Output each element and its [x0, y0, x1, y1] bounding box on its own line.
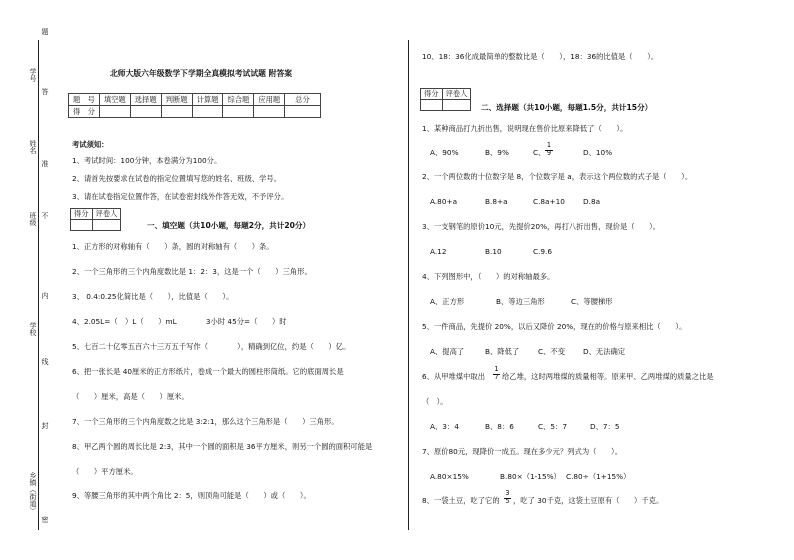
fill-question: 5、七百二十亿零五百六十三万五千写作（ ），精确到亿位，约是（ ）亿。 [72, 342, 351, 351]
section2-heading: 二、选择题（共10小题，每题1.5分，共计15分） [481, 103, 653, 112]
town-label: 乡镇（街道） [29, 472, 37, 514]
fraction-one-ninth [545, 142, 553, 157]
fraction-denominator: 5 [505, 497, 510, 506]
option-b: B、9% [485, 148, 509, 157]
fraction-denominator: 9 [546, 149, 552, 158]
class-label: 班级 [29, 212, 37, 226]
score-entry-cell[interactable] [192, 106, 223, 118]
choice-question: 2、一个两位数的十位数字是 8，个位数字是 a，表示这个两位数的式子是（ ）。 [422, 172, 693, 181]
option-d: D、10% [583, 148, 613, 157]
score-table-cell: 填空题 [99, 94, 130, 106]
option-c: C、 [533, 148, 546, 157]
score-table-cell: 题 号 [69, 94, 100, 106]
binding-mark-da: 答 [41, 88, 49, 95]
choice-question: 3、一支钢笔的原价10元，先提价20%，再打八折出售，现价是（ ）。 [422, 222, 661, 231]
fill-question: 6、把一张长是 40厘米的正方形纸片，卷成一个最大的圆柱形筒纸。它的底面周长是 [72, 367, 344, 376]
option-c: C.8a+10 [533, 197, 565, 206]
option-b: B.80×（1-15%） [500, 472, 561, 481]
grader-score-cell[interactable] [421, 100, 443, 111]
option-b: B、等边三角形 [496, 297, 545, 306]
option-d: D、无法确定 [583, 347, 626, 356]
fill-question: 1、正方形的对称轴有（ ）条，圆的对称轴有（ ）条。 [72, 242, 274, 251]
fraction-numerator: 1 [546, 141, 552, 149]
option-a: A.80×15% [430, 472, 469, 481]
score-entry-cell[interactable] [130, 106, 161, 118]
score-table-header-row [69, 94, 321, 106]
binding-mark-xian: 线 [41, 358, 49, 365]
option-d: D.8a [583, 197, 601, 206]
option-a: A.12 [430, 247, 447, 256]
score-table-cell: 计算题 [192, 94, 223, 106]
option-b: B、8：6 [485, 422, 514, 431]
grader-name-cell[interactable] [92, 220, 121, 231]
option-c: C、5：7 [538, 422, 567, 431]
option-c: C、等腰梯形 [571, 297, 613, 306]
score-table-cell: 判断题 [161, 94, 192, 106]
score-table-cell: 总分 [285, 94, 321, 106]
option-a: A、提高了 [430, 347, 465, 356]
fill-question: 7、一个三角形的三个内角度数之比是 3:2:1，那么这个三角形是（ ）三角形。 [72, 417, 339, 426]
option-d: D、7：5 [590, 422, 620, 431]
score-table [68, 93, 321, 118]
score-entry-cell[interactable] [285, 106, 321, 118]
grader-score-label: 得分 [71, 209, 93, 220]
fraction-bar [493, 374, 500, 375]
grader-score-label: 得分 [421, 89, 443, 100]
binding-mark-mi: 密 [41, 516, 49, 523]
fraction-three-fifths [504, 490, 511, 505]
notice-item: 3、请在试卷指定位置作答，在试卷密封线外作答无效，不予评分。 [72, 192, 289, 201]
grader-table [70, 208, 121, 231]
score-table-cell: 选择题 [130, 94, 161, 106]
choice-question: 5、一件商品，先提价 20%，以后又降价 20%，现在的价格与原来相比（ ）。 [422, 322, 687, 331]
option-c: C、不变 [538, 347, 565, 356]
grader-label: 评卷人 [92, 209, 121, 220]
choice-question-cont: ，吃了 30千克，这袋土豆原有（ ）千克。 [513, 496, 664, 505]
choice-question: 7、原价80元，现降价一成五。现在多少元？列式为（ ）。 [422, 447, 622, 456]
page-title: 北师大版六年级数学下学期全真模拟考试试题 附答案 [110, 69, 293, 78]
fraction-numerator: 1 [494, 365, 499, 373]
score-entry-cell[interactable] [161, 106, 192, 118]
choice-question: 4、下列图形中，（ ）的对称轴最多。 [422, 272, 555, 281]
binding-mark-nei: 内 [41, 292, 49, 299]
fill-question: 8、甲乙两个圆的周长比是 2:3，其中一个圆的面积是 36平方厘米，则另一个圆的面积可能是 [72, 442, 373, 451]
choice-question: 8、一袋土豆，吃了它的 [422, 496, 500, 505]
score-table-cell: 得 分 [69, 106, 100, 118]
option-c: C.80÷（1+15%） [566, 472, 631, 481]
grader-score-cell[interactable] [71, 220, 93, 231]
school-label: 学校 [29, 322, 37, 336]
score-table-cell: 综合题 [223, 94, 254, 106]
fill-question: 2、一个三角形的三个内角度数比是 1：2：3，这是一个（ ）三角形。 [72, 267, 312, 276]
score-table-score-row [69, 106, 321, 118]
option-a: A、3：4 [430, 422, 459, 431]
column-divider [408, 40, 409, 530]
notice-item: 2、请首先按要求在试卷的指定位置填写您的姓名、班级、学号。 [72, 174, 281, 183]
fill-question: 9、等腰三角形的其中两个角比 2：5，则顶角可能是（ ）或（ ）。 [72, 491, 311, 500]
binding-line [38, 40, 39, 530]
option-b: B.10 [485, 247, 502, 256]
fraction-denominator: 7 [494, 373, 499, 382]
binding-mark-feng: 封 [41, 422, 49, 429]
score-entry-cell[interactable] [254, 106, 285, 118]
binding-mark-ti: 题 [41, 28, 49, 35]
grader-table [420, 88, 471, 111]
fill-question-cont: （ ）平方厘米。 [72, 467, 138, 476]
fraction-numerator: 3 [505, 489, 510, 497]
binding-mark-zhun: 准 [41, 160, 49, 167]
fraction-one-seventh [493, 366, 500, 381]
score-entry-cell[interactable] [223, 106, 254, 118]
option-c: C.9.6 [533, 247, 553, 256]
notice-item: 1、考试时间：100分钟，本卷满分为100分。 [72, 156, 222, 165]
option-a: A、正方形 [430, 297, 465, 306]
section1-heading: 一、填空题（共10小题，每题2分，共计20分） [147, 221, 311, 230]
option-a: A、90% [430, 148, 459, 157]
binding-mark-bu: 不 [41, 212, 49, 219]
choice-question: 6、从甲堆煤中取出 [422, 372, 486, 381]
score-table-cell: 应用题 [254, 94, 285, 106]
fill-question: 4、2.05L=（ ）L（ ）mL 3小时 45分=（ ）时 [72, 317, 287, 326]
fraction-bar [545, 150, 553, 151]
grader-name-cell[interactable] [442, 100, 471, 111]
grader-label: 评卷人 [442, 89, 471, 100]
option-b: B、降低了 [485, 347, 520, 356]
name-label: 姓名 [29, 140, 37, 154]
option-b: B.8+a [485, 197, 508, 206]
fill-question-cont: （ ）厘米，高是（ ）厘米。 [72, 392, 189, 401]
score-entry-cell[interactable] [99, 106, 130, 118]
choice-question: 1、某种商品打九折出售，说明现在售价比原来降低了（ ）。 [422, 124, 628, 133]
choice-question-cont: （ ）。 [422, 397, 448, 406]
fill-question: 10、18：36化成最简单的整数比是（ ），18：36的比值是（ ）。 [422, 52, 659, 61]
fill-question: 3、 0.4:0.25化简比是（ ），比值是（ ）。 [72, 292, 234, 301]
option-a: A.80+a [430, 197, 458, 206]
fraction-bar [504, 498, 511, 499]
notice-heading: 考试须知： [72, 140, 109, 149]
choice-question-cont: 给乙堆，这时两堆煤的质量相等。原来甲、乙两堆煤的质量之比是 [502, 372, 714, 381]
exam-no-label: 学号 [29, 68, 37, 82]
